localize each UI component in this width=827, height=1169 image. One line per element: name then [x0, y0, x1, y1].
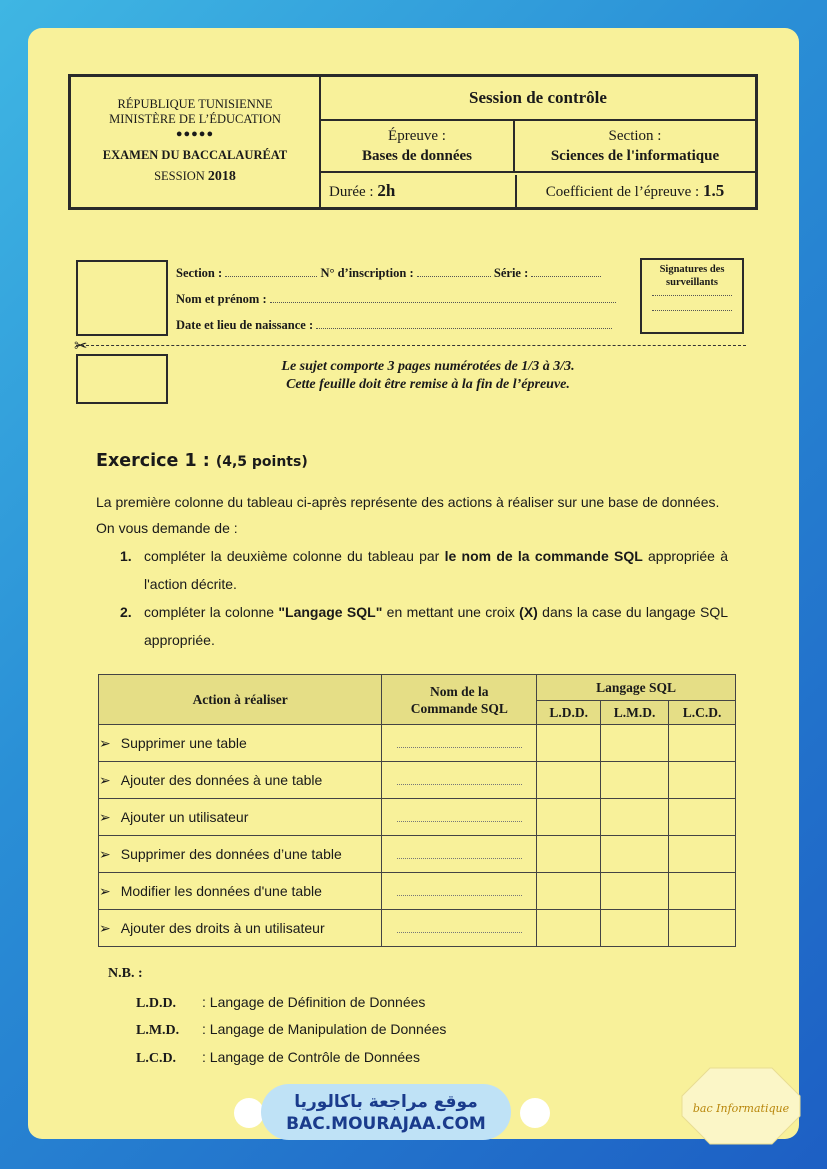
instruction-1: 1. compléter la deuxième colonne du tableau par le nom de la commande SQL appropriée à l'action décrite. — [120, 548, 728, 592]
table-row — [99, 873, 736, 910]
action-label: Ajouter des données à une table — [120, 771, 323, 788]
arrow-bullet-icon: ➢ — [99, 882, 111, 899]
ldd-checkbox[interactable] — [537, 725, 601, 762]
arrow-bullet-icon: ➢ — [99, 845, 111, 862]
candidate-birth-row: Date et lieu de naissance : — [176, 318, 612, 333]
arrow-bullet-icon: ➢ — [99, 771, 111, 788]
col-ldd-header: L.D.D. — [537, 701, 601, 725]
candidate-name-row: Nom et prénom : — [176, 292, 616, 307]
section-cell: Section : Sciences de l'informatique — [515, 121, 755, 173]
site-logo-icon — [520, 1098, 550, 1128]
col-command-header: Nom de la Commande SQL — [382, 675, 537, 725]
session-title: Session de contrôle — [321, 77, 755, 121]
exam-header — [68, 74, 758, 210]
command-input[interactable] — [382, 725, 537, 762]
nb-title: N.B. : — [108, 966, 143, 981]
col-language-header: Langage SQL — [537, 675, 736, 701]
sql-table — [98, 674, 736, 947]
command-input[interactable] — [382, 762, 537, 799]
site-name-arabic: موقع مراجعة باكالوريا — [294, 1092, 478, 1112]
command-input[interactable] — [382, 836, 537, 873]
candidate-detach-box[interactable] — [76, 354, 168, 404]
lcd-checkbox[interactable] — [669, 836, 736, 873]
site-logo-icon — [234, 1098, 264, 1128]
table-row — [99, 910, 736, 947]
ldd-checkbox[interactable] — [537, 836, 601, 873]
exercise-title: Exercice 1 : (4,5 points) — [96, 451, 308, 471]
col-action-header: Action à réaliser — [99, 675, 382, 725]
action-label: Ajouter des droits à un utilisateur — [120, 919, 325, 936]
action-label: Supprimer des données d’une table — [120, 845, 342, 862]
candidate-section-row: Section : N° d’inscription : Série : — [176, 266, 601, 281]
ldd-checkbox[interactable] — [537, 910, 601, 947]
table-row — [99, 725, 736, 762]
lmd-checkbox[interactable] — [601, 762, 669, 799]
action-label: Supprimer une table — [120, 734, 247, 751]
col-lmd-header: L.M.D. — [601, 701, 669, 725]
bac-informatique-badge — [680, 1066, 802, 1146]
candidate-number-box[interactable] — [76, 260, 168, 336]
ldd-checkbox[interactable] — [537, 799, 601, 836]
exam-name: EXAMEN DU BACCALAURÉAT — [102, 148, 288, 162]
signatures-box: Signatures des surveillants — [640, 258, 744, 334]
stars-decoration: ●●●●● — [175, 128, 215, 140]
nb-ldd: L.D.D. : Langage de Définition de Données — [136, 994, 426, 1011]
ldd-checkbox[interactable] — [537, 762, 601, 799]
country-line: RÉPUBLIQUE TUNISIENNE — [117, 97, 273, 111]
action-label: Modifier les données d'une table — [120, 882, 322, 899]
command-input[interactable] — [382, 910, 537, 947]
lcd-checkbox[interactable] — [669, 873, 736, 910]
site-banner[interactable] — [261, 1084, 511, 1140]
section-value: Sciences de l'informatique — [550, 148, 720, 164]
action-label: Ajouter un utilisateur — [120, 808, 249, 825]
badge-text: bac Informatique — [692, 1102, 790, 1115]
notice: Le sujet comporte 3 pages numérotées de 1/3 à 3/3. Cette feuille doit être remise à la fin de l’épreuve. — [281, 359, 575, 392]
nb-lmd: L.M.D. : Langage de Manipulation de Données — [136, 1021, 447, 1038]
lmd-checkbox[interactable] — [601, 799, 669, 836]
ldd-checkbox[interactable] — [537, 873, 601, 910]
coef-cell: Coefficient de l’épreuve : 1.5 — [545, 181, 725, 200]
command-input[interactable] — [382, 873, 537, 910]
arrow-bullet-icon: ➢ — [99, 919, 111, 936]
instruction-2: 2. compléter la colonne "Langage SQL" en mettant une croix (X) dans la case du langage SQL appropriée. — [120, 604, 729, 648]
lmd-checkbox[interactable] — [601, 836, 669, 873]
exam-sheet — [28, 28, 799, 1139]
command-input[interactable] — [382, 799, 537, 836]
lmd-checkbox[interactable] — [601, 910, 669, 947]
ministry-block — [71, 77, 321, 207]
arrow-bullet-icon: ➢ — [99, 734, 111, 751]
table-row — [99, 762, 736, 799]
cut-line — [76, 345, 746, 346]
lcd-checkbox[interactable] — [669, 910, 736, 947]
duree-cell: Durée : 2h — [329, 175, 517, 207]
epreuve-value: Bases de données — [361, 148, 473, 164]
lcd-checkbox[interactable] — [669, 762, 736, 799]
lcd-checkbox[interactable] — [669, 799, 736, 836]
lcd-checkbox[interactable] — [669, 725, 736, 762]
lmd-checkbox[interactable] — [601, 725, 669, 762]
nb-lcd: L.C.D. : Langage de Contrôle de Données — [136, 1049, 420, 1066]
table-row — [99, 836, 736, 873]
ministry-line: MINISTÈRE DE L’ÉDUCATION — [109, 112, 281, 126]
table-row — [99, 799, 736, 836]
lmd-checkbox[interactable] — [601, 873, 669, 910]
session-year-line: SESSION 2018 — [154, 169, 236, 184]
col-lcd-header: L.C.D. — [669, 701, 736, 725]
scissors-icon: ✂ — [74, 338, 88, 355]
site-url[interactable]: BAC.MOURAJAA.COM — [286, 1114, 486, 1134]
exercise-intro: La première colonne du tableau ci-après représente des actions à réaliser sur une base de données. On vous demande de : — [96, 494, 720, 536]
arrow-bullet-icon: ➢ — [99, 808, 111, 825]
epreuve-cell: Épreuve : Bases de données — [321, 121, 515, 173]
